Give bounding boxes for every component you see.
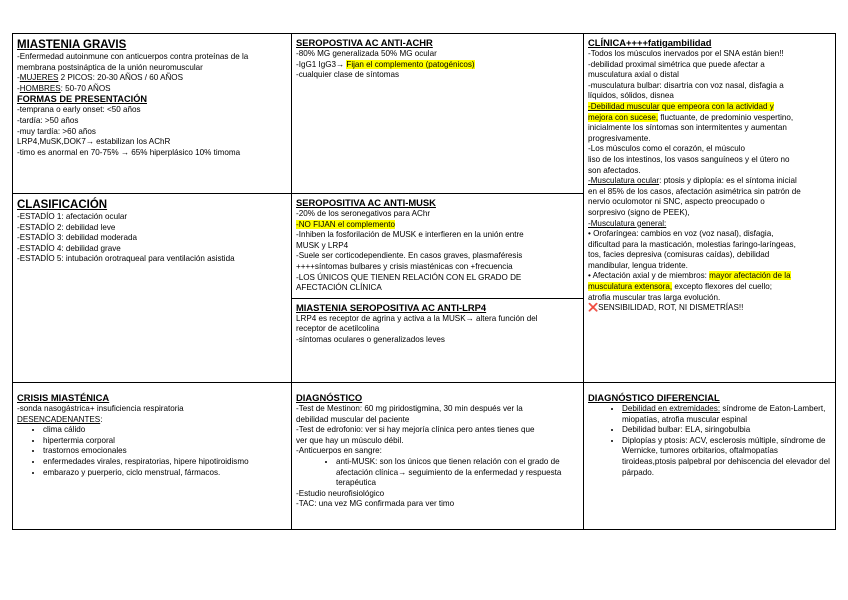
list-item: • clima cálido [43,425,287,436]
achr-highlight: Fijan el complemento (patogénicos) [346,59,475,69]
axial-line-3: atrofia muscular tras larga evolución. [588,292,721,302]
mujeres-text: 2 PICOS: 20-30 AÑOS / 60 AÑOS [58,73,184,83]
diferencial-item-text: Debilidad bulbar: ELA, siringobulbia [622,425,751,435]
no-text: SENSIBILIDAD, ROT, NI DISMETRÍAS!! [598,303,744,313]
axial-line-1 [588,271,831,282]
formas-line-4: LRP4,MuSK,DOK7→ estabilizan los AChR [17,137,171,147]
lrp4-line-3: -síntomas oculares o generalizados leves [296,334,445,344]
musk-line-5: -Suele ser corticodependiente. En casos graves, plasmaféresis [296,251,523,261]
debilidad-line-1 [588,102,831,113]
ocular-line-3: nervio oculomotor ni SNC, aspecto preocupado o [588,197,765,207]
musk-title: SEROPOSITIVA AC ANTI-MUSK [296,197,436,208]
diagnostico-line-1: -Test de Mestinon: 60 mg piridostigmina, 30 min después ver la [296,404,523,413]
estadio-4: -ESTADÍO 4: debilidad grave [17,243,121,253]
ocular-label: -Musculatura ocular [588,176,660,186]
clinica-line-4: -musculatura bulbar: disartria con voz nasal, disfagia a [588,80,784,90]
musk-line-6: ++++síntomas bulbares y crisis miasténicas con +frecuencia [296,261,513,271]
axial-rest: excepto flexores del cuello; [672,282,773,292]
lrp4-line-1: LRP4 es receptor de agrina y activa a la MUSK→ altera función del [296,313,538,323]
musk-line-7: -LOS ÚNICOS QUE TIENEN RELACIÓN CON EL GRADO DE [296,272,522,282]
orofaringea-line-4: mandibular, lengua tridente. [588,260,688,270]
hombres-label: HOMBRES [19,83,61,93]
diagnostico-line-5: -Anticuerpos en sangre: [296,446,382,456]
orofaringea-line-1: • Orofaríngea: cambios en voz (voz nasal), disfagia, [588,229,774,239]
cell-diagnostico [292,383,584,530]
estadio-2: -ESTADÍO 2: debilidad leve [17,222,116,232]
formas-title: FORMAS DE PRESENTACIÓN [17,94,147,105]
mujeres-label: MUJERES [19,73,59,83]
summary-table [12,33,836,530]
cell-musk-lrp4 [292,194,584,383]
ocular-line-2: en el 85% de los casos, afectación asimétrica sin patrón de [588,186,801,196]
diferencial-title: DIAGNÓSTICO DIFERENCIAL [588,392,720,403]
hombres-text: : 50-70 AÑOS [60,83,111,93]
cell-miastenia [13,34,292,194]
estadio-3: -ESTADÍO 3: debilidad moderada [17,233,137,243]
desencadenantes-line [17,415,287,426]
formas-line-2: -tardía: >50 años [17,115,79,125]
list-item [622,404,831,425]
crisis-line-1: -sonda nasogástrica+ insuficiencia respiratoria [17,404,184,413]
formas-line-1: -temprana o early onset: <50 años [17,105,141,115]
miastenia-line-2: membrana postsináptica de la unión neuromuscular [17,62,203,72]
debilidad-line-2 [588,113,831,124]
lrp4-title: MIASTENIA SEROPOSITIVA AC ANTI-LRP4 [296,301,487,313]
achr-line-1: -80% MG generalizada 50% MG ocular [296,49,437,58]
clinica-line-5: líquidos, sólidos, disnea [588,91,674,101]
debilidad-label: -Debilidad muscular [588,101,660,111]
axial-hl-2: musculatura extensora, [588,282,673,292]
diagnostico-line-6: -Estudio neurofisiológico [296,488,385,498]
desencadenantes-list [17,425,287,478]
diferencial-item-text: síndrome de Eaton-Lambert, miopatías, atrofia muscular espinal [622,404,826,424]
ocular-line-4: sorpresivo (signo de PEEK), [588,207,690,217]
orofaringea-line-3: tos, facies depresiva (comisuras caídas), debilidad [588,250,770,260]
musk-highlight: -NO FIJAN el complemento [296,219,395,229]
axial-line-2 [588,282,831,293]
axial-hl-1: mayor afectación de la [709,271,791,281]
diagnostico-line-3: -Test de edrofonio: ver si hay mejoría clínica pero antes tienes que [296,425,535,435]
list-item: • embarazo y puerperio, ciclo menstrual, fármacos. [43,468,287,479]
desencadenantes-label: DESENCADENANTES [17,414,101,424]
clinica-line-10: son afectados. [588,165,641,175]
hombres-line: -HOMBRES: 50-70 AÑOS [17,83,111,93]
orofaringea-line-2: dificultad para la masticación, molestias faringo-laríngeas, [588,239,796,249]
cell-diferencial [584,383,836,530]
clinica-line-6: inicialmente los síntomas son intermitentes y aumentan [588,123,787,133]
no-line [588,303,831,314]
musk-line-3: -Inhiben la fosforilación de MUSK e interfieren en la unión entre [296,230,524,240]
axial-pre: • Afectación axial y de miembros: [588,271,710,281]
general-label: -Musculatura general: [588,218,667,228]
cell-clinica [584,34,836,383]
list-item: • trastornos emocionales [43,446,287,457]
ocular-text: : ptosis y diplopía: es el síntoma inicial [659,176,797,186]
cell-achr [292,34,584,194]
achr-line-3: -cualquier clase de síntomas [296,70,400,80]
formas-line-3: -muy tardía: >60 años [17,126,96,136]
ocular-line-1 [588,176,831,187]
diagnostico-title: DIAGNÓSTICO [296,392,363,403]
cross-mark-icon: ❌ [588,303,599,313]
lrp4-section [296,299,579,346]
list-item [622,425,831,436]
clinica-line-9: liso de los intestinos, los vasos sanguíneos y el útero no [588,154,790,164]
clinica-line-3: musculatura axial o distal [588,70,679,80]
diagnostico-line-7: -TAC: una vez MG confirmada para ver timo [296,499,455,509]
clasificacion-title: CLASIFICACIÓN [17,199,108,211]
list-item: • anti-MUSK: son los únicos que tienen relación con el grado de afectación clínica→ seguimiento de la enfermedad y respuesta terapéutica [336,457,579,489]
debilidad-hl-line2: mejora con sucese, [588,112,659,122]
estadio-5: -ESTADÍO 5: intubación orotraqueal para ventilación asistida [17,254,235,264]
achr-line-2-text: -IgG1 IgG3→ [296,59,347,69]
miastenia-title: MIASTENIA GRAVIS [17,39,127,51]
musk-line-4: MUSK y LRP4 [296,240,349,250]
musk-line-2 [296,220,579,231]
formas-line-5: -timo es anormal en 70-75% → 65% hiperplásico 10% timoma [17,147,241,157]
diagnostico-line-4: ver que hay un músculo débil. [296,435,404,445]
crisis-title: CRISIS MIASTÉNICA [17,392,110,403]
anticuerpos-list [296,457,579,489]
clinica-line-7: progresivamente. [588,133,651,143]
achr-title: SEROPOSTIVA AC ANTI-ACHR [296,37,433,48]
mujeres-line: -MUJERES 2 PICOS: 20-30 AÑOS / 60 AÑOS [17,73,184,83]
clinica-line-2: -debilidad proximal simétrica que puede afectar a [588,59,765,69]
cell-clasificacion [13,194,292,383]
clinica-line-1: -Todos los músculos inervados por el SNA están bien!! [588,49,784,58]
diferencial-item-text: Diplopías y ptosis: ACV, esclerosis múltiple, síndrome de Wernicke, tumores orbitarios, oftalmopatías tiroideas,ptosis palpebral por dehiscencia del elevador del párpado. [622,435,830,477]
diagnostico-line-2: debilidad muscular del paciente [296,414,410,424]
lrp4-line-2: receptor de acetilcolina [296,324,380,334]
estadio-1: -ESTADÍO 1: afectación ocular [17,212,128,221]
clinica-line-8: -Los músculos como el corazón, el músculo [588,144,745,154]
debilidad-hl-rest: que empeora con la actividad y [659,101,774,111]
list-item: • hipertermia corporal [43,436,287,447]
list-item [622,436,831,478]
musk-section [292,197,583,299]
miastenia-line-1: -Enfermedad autoinmune con anticuerpos contra proteínas de la [17,52,249,61]
cell-crisis [13,383,292,530]
desencadenantes-suffix: : [100,414,103,424]
achr-line-2 [296,60,579,71]
musk-line-1: -20% de los seronegativos para AChr [296,209,431,218]
debilidad-rest2: fluctuante, de predominio vespertino, [658,112,794,122]
diferencial-list [588,404,831,478]
diferencial-item-label: Debilidad en extremidades: [622,404,721,413]
musk-line-8: AFECTACIÓN CLÍNICA [296,283,382,293]
list-item: • enfermedades virales, respiratorias, hipere hipotiroidismo [43,457,287,468]
clinica-title: CLÍNICA++++fatigambilidad [588,37,712,48]
